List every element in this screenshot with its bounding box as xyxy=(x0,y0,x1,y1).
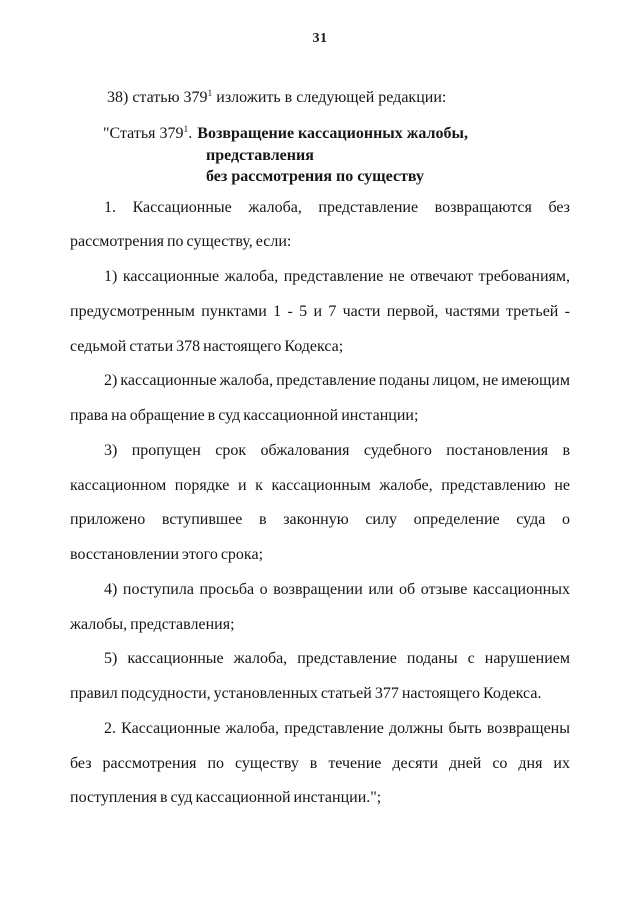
paragraph-item-2: 2) кассационные жалоба, представление поданы лицом, не имеющим права на обращение в суд кассационной инстанции; xyxy=(70,372,570,424)
amendment-intro-suffix: изложить в следующей редакции: xyxy=(212,89,447,106)
article-number-superscript: 1 xyxy=(183,125,189,135)
article-title xyxy=(197,125,468,185)
amendment-intro-prefix: 38) статью 379 xyxy=(107,89,208,106)
page-number: 31 xyxy=(312,31,328,46)
article-label-prefix: "Статья 379 xyxy=(103,125,184,142)
paragraph-1: 1. Кассационные жалоба, представление возвращаются без рассмотрения по существу, если: xyxy=(70,198,570,251)
article-heading xyxy=(70,123,570,188)
article-label-suffix: . xyxy=(188,125,193,142)
paragraph-item-5: 5) кассационные жалоба, представление поданы с нарушением правил подсудности, установленных статьей 377 настоящего Кодекса. xyxy=(70,650,570,702)
article-label xyxy=(103,125,192,142)
article-title-line1: Возвращение кассационных жалобы, представления xyxy=(197,125,469,164)
amendment-intro-line xyxy=(70,87,570,109)
paragraph-item-1: 1) кассационные жалоба, представление не отвечают требованиям, предусмотренным пунктами 1 - 5 и 7 части первой, частями третьей - седьмой статьи 378 настоящего Кодекса; xyxy=(70,268,570,355)
document-content xyxy=(70,87,570,816)
article-title-line2: без рассмотрения по существу xyxy=(206,168,425,185)
paragraph-item-3: 3) пропущен срок обжалования судебного постановления в кассационном порядке и к кассационным жалобе, представлению не приложено вступившее в законную силу определение суда о восстановлении этого срока; xyxy=(70,441,570,563)
paragraph-item-4: 4) поступила просьба о возвращении или об отзыве кассационных жалобы, представления; xyxy=(70,580,570,633)
article-number-superscript: 1 xyxy=(207,89,213,99)
article-body xyxy=(70,191,570,817)
paragraph-2: 2. Кассационные жалоба, представление должны быть возвращены без рассмотрения по существу в течение десяти дней со дня их поступления в суд кассационной инстанции."; xyxy=(70,719,570,807)
